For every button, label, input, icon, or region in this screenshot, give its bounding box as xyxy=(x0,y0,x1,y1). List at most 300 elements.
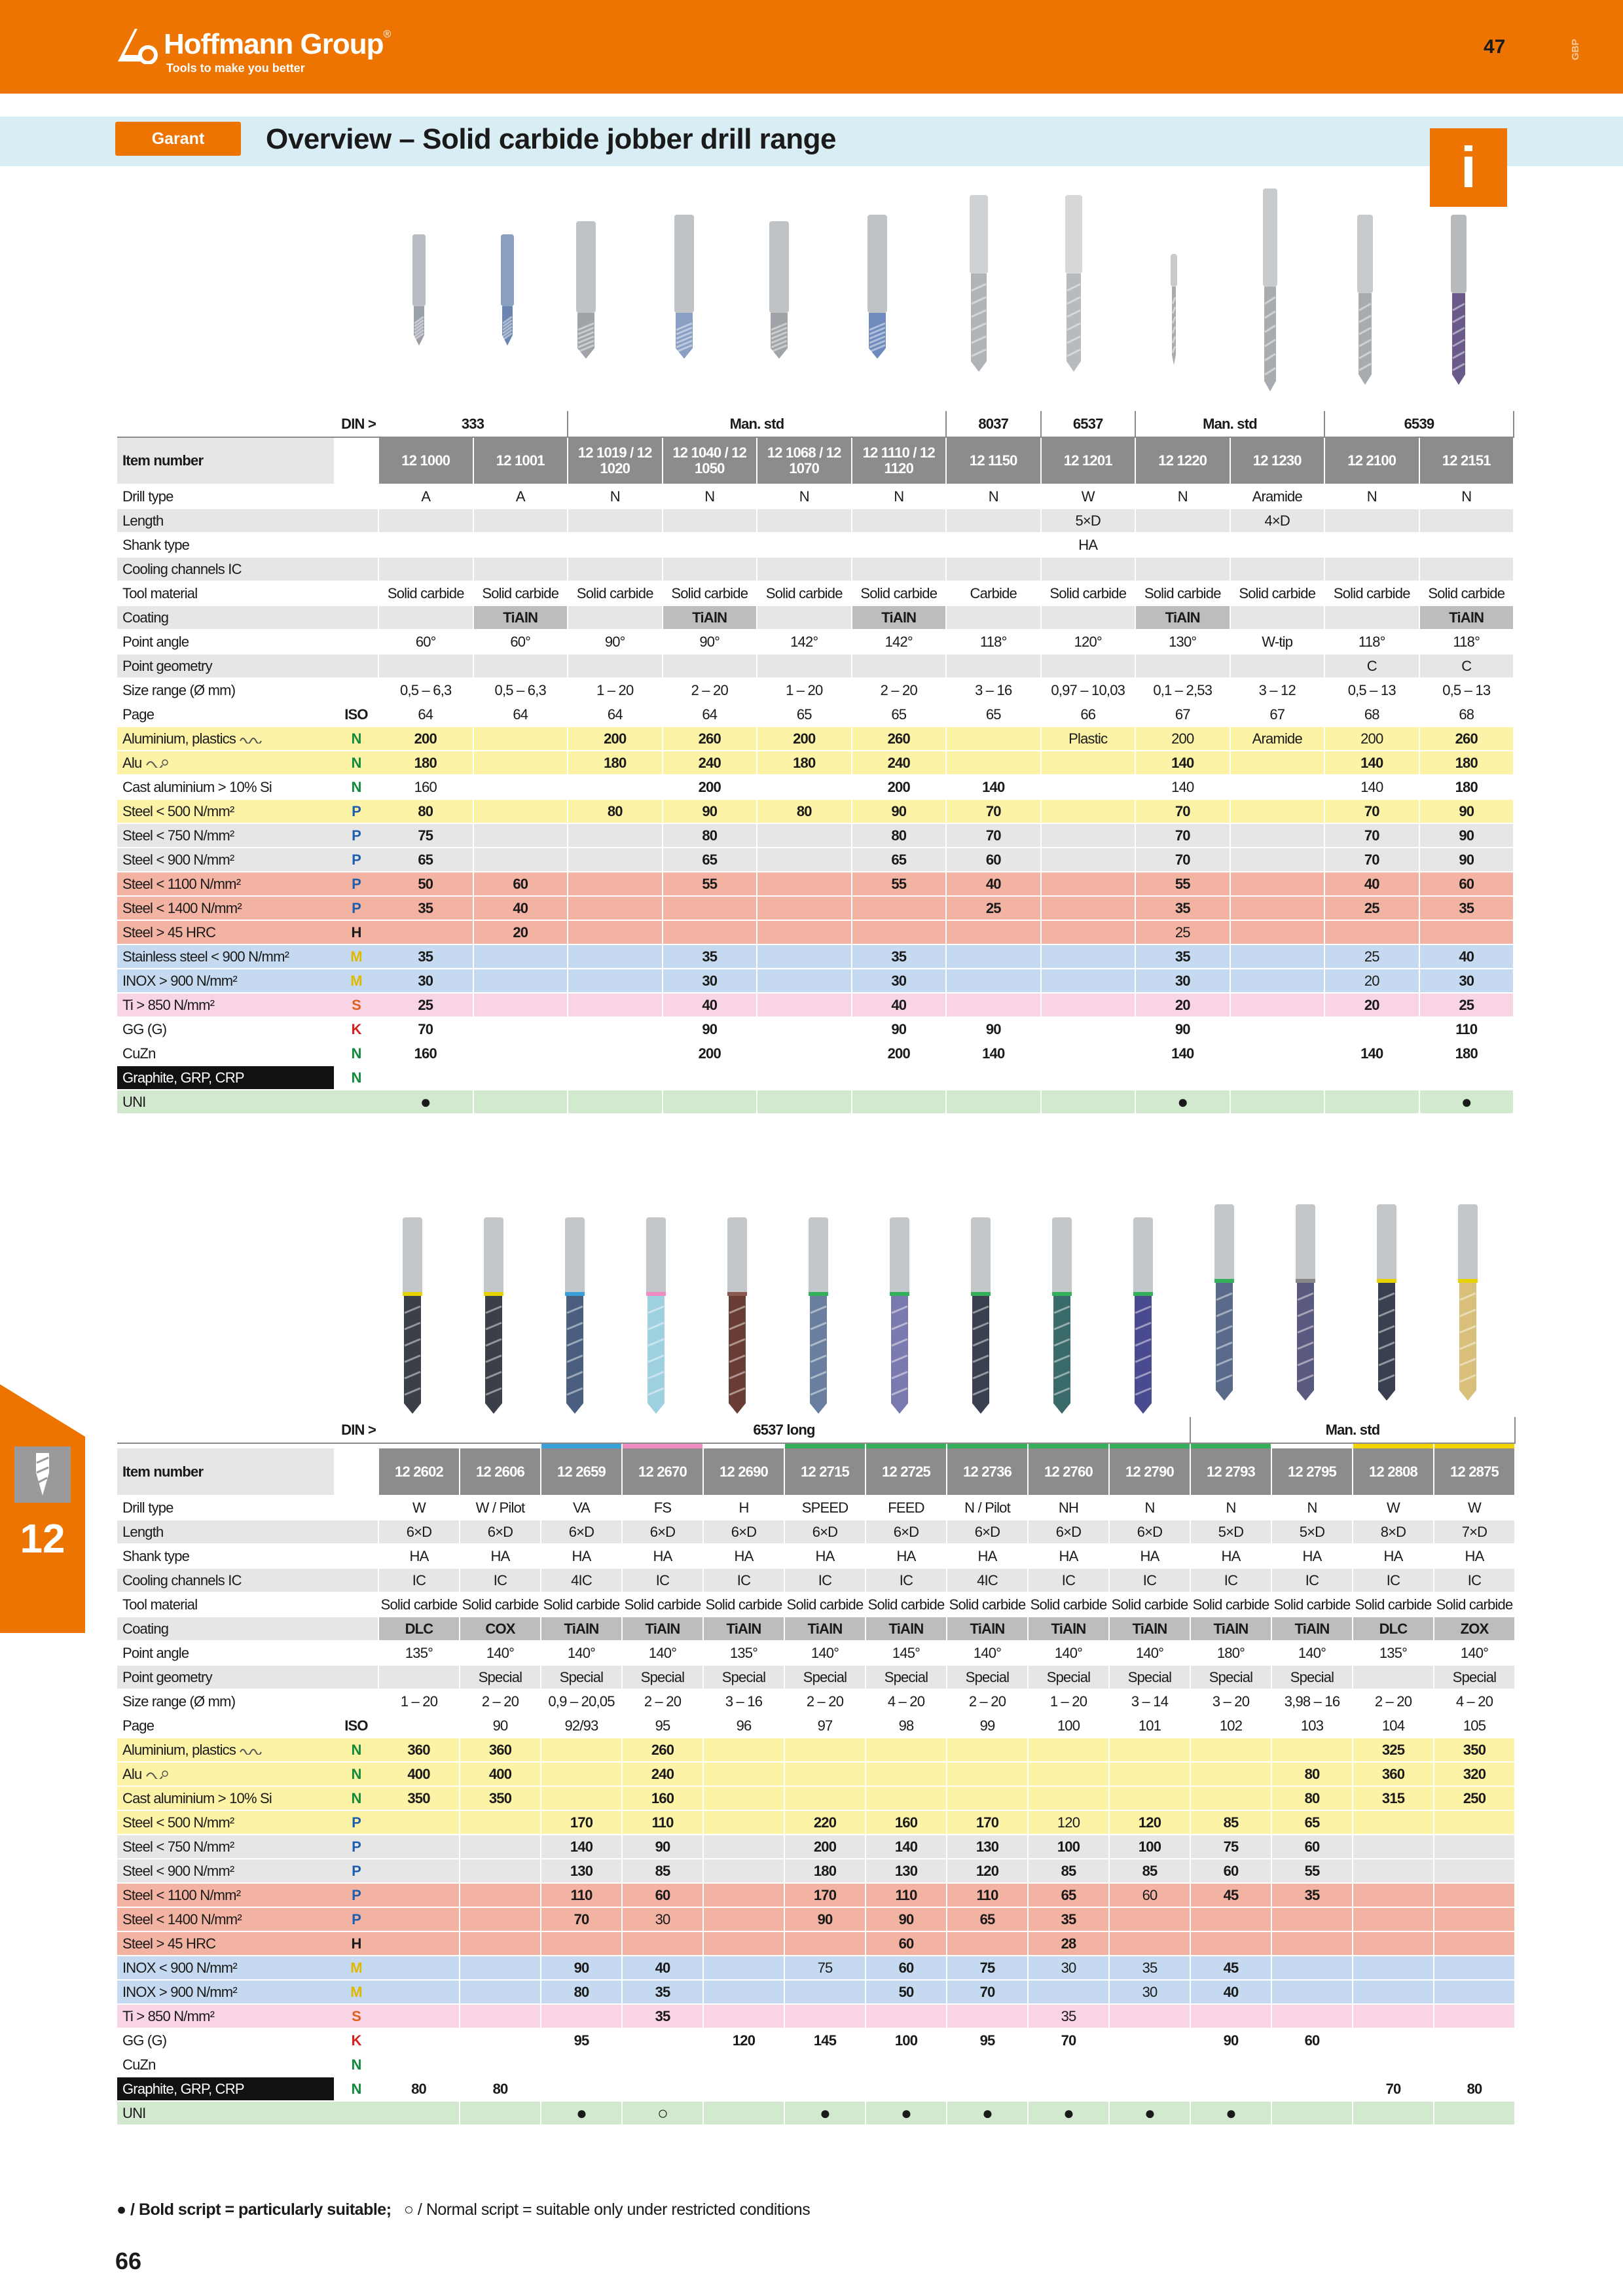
alu-icon xyxy=(145,757,169,768)
material-name: Steel < 900 N/mm² xyxy=(122,851,234,868)
property-value: N xyxy=(1324,484,1419,509)
page-link[interactable]: 105 xyxy=(1434,1713,1515,1738)
cutting-speed xyxy=(473,775,568,799)
item-number[interactable]: 12 2790 xyxy=(1109,1448,1190,1496)
item-number[interactable]: 12 1220 xyxy=(1135,437,1230,484)
property-row xyxy=(117,484,1514,509)
garant-logo xyxy=(115,122,241,156)
cutting-speed xyxy=(1109,1931,1190,1956)
cutting-speed xyxy=(757,896,852,920)
cutting-speed xyxy=(757,1017,852,1041)
property-value xyxy=(1419,557,1514,581)
cutting-speed xyxy=(1324,1066,1419,1090)
cutting-speed xyxy=(703,1738,784,1762)
cutting-speed xyxy=(460,1859,541,1883)
cutting-speed xyxy=(1434,1835,1515,1859)
drill-icon xyxy=(1458,1204,1478,1401)
cutting-speed xyxy=(378,1835,460,1859)
page-link[interactable]: 64 xyxy=(663,702,757,726)
cutting-speed: 180 xyxy=(757,751,852,775)
iso-code: P xyxy=(334,1907,378,1931)
property-value xyxy=(473,557,568,581)
property-value: Solid carbide xyxy=(1324,581,1419,605)
cutting-speed: 70 xyxy=(946,823,1041,848)
material-row xyxy=(117,896,1514,920)
iso-code: M xyxy=(334,969,378,993)
iso-code: P xyxy=(334,799,378,823)
page-link[interactable]: 68 xyxy=(1419,702,1514,726)
cutting-speed: 140 xyxy=(1324,1041,1419,1066)
item-number[interactable]: 12 2100 xyxy=(1324,437,1419,484)
property-value xyxy=(1135,533,1230,557)
cutting-speed: 90 xyxy=(946,1017,1041,1041)
cutting-speed: 200 xyxy=(852,775,947,799)
item-number[interactable]: 12 2795 xyxy=(1271,1448,1353,1496)
cutting-speed xyxy=(784,1931,866,1956)
cutting-speed xyxy=(541,1786,622,1810)
cutting-speed xyxy=(1028,1738,1109,1762)
cutting-speed xyxy=(1041,1041,1136,1066)
cutting-speed: 90 xyxy=(1419,799,1514,823)
property-value: N xyxy=(663,484,757,509)
drill-icon xyxy=(727,1217,747,1414)
cutting-speed: 60 xyxy=(1419,872,1514,896)
property-value: HA xyxy=(1271,1544,1353,1568)
property-row xyxy=(117,1496,1515,1520)
cutting-speed: 100 xyxy=(866,2028,947,2053)
cutting-speed: 90 xyxy=(622,1835,703,1859)
page-link[interactable]: 97 xyxy=(784,1713,866,1738)
item-number[interactable]: 12 1230 xyxy=(1230,437,1325,484)
material-row xyxy=(117,799,1514,823)
property-value: 2 – 20 xyxy=(784,1689,866,1713)
legend-normal-symbol: ○ xyxy=(403,2200,414,2219)
cutting-speed xyxy=(1230,896,1325,920)
cutting-speed xyxy=(784,1738,866,1762)
cutting-speed xyxy=(852,896,947,920)
cutting-speed: 90 xyxy=(1190,2028,1271,2053)
property-value: W xyxy=(378,1496,460,1520)
property-value: Solid carbide xyxy=(1271,1592,1353,1617)
cutting-speed: 140 xyxy=(946,775,1041,799)
drill-icon xyxy=(1377,1204,1396,1401)
property-value: 140° xyxy=(784,1641,866,1665)
property-value: 1 – 20 xyxy=(1028,1689,1109,1713)
page-link[interactable]: 65 xyxy=(852,702,947,726)
material-row xyxy=(117,1956,1515,1980)
property-label: Cooling channels IC xyxy=(117,557,334,581)
page-link[interactable]: 64 xyxy=(378,702,473,726)
property-value: 6×D xyxy=(1028,1520,1109,1544)
property-label: Point geometry xyxy=(117,654,334,678)
property-value: 0,5 – 13 xyxy=(1324,678,1419,702)
cutting-speed: 160 xyxy=(866,1810,947,1835)
drill-icon xyxy=(674,215,694,359)
din-group: Man. std xyxy=(1190,1417,1515,1443)
property-label: Length xyxy=(117,1520,334,1544)
cutting-speed xyxy=(1028,1786,1109,1810)
page-link[interactable]: 65 xyxy=(757,702,852,726)
plastic-icon xyxy=(239,1746,265,1755)
iso-code xyxy=(334,1090,378,1114)
cutting-speed: 145 xyxy=(784,2028,866,2053)
cutting-speed: 170 xyxy=(541,1810,622,1835)
item-number[interactable]: 12 1110 / 12 1120 xyxy=(852,437,947,484)
property-value: N xyxy=(757,484,852,509)
iso-code: N xyxy=(334,1738,378,1762)
cutting-speed: 140 xyxy=(1135,775,1230,799)
cutting-speed: 120 xyxy=(703,2028,784,2053)
color-stripe xyxy=(378,1443,460,1448)
property-value: FS xyxy=(622,1496,703,1520)
cutting-speed xyxy=(1041,993,1136,1017)
material-label xyxy=(117,799,334,823)
cutting-speed xyxy=(568,993,663,1017)
cutting-speed xyxy=(757,1041,852,1066)
property-value xyxy=(1353,1665,1434,1689)
cutting-speed xyxy=(1230,920,1325,944)
page-link[interactable]: 64 xyxy=(473,702,568,726)
property-value: A xyxy=(378,484,473,509)
cutting-speed xyxy=(703,2101,784,2125)
property-value: 140° xyxy=(1271,1641,1353,1665)
property-value: Solid carbide xyxy=(1041,581,1136,605)
cutting-speed: 70 xyxy=(1324,848,1419,872)
property-value: 4IC xyxy=(541,1568,622,1592)
item-number[interactable]: 12 2875 xyxy=(1434,1448,1515,1496)
property-value: Special xyxy=(1190,1665,1271,1689)
cutting-speed xyxy=(460,1907,541,1931)
property-value: 4×D xyxy=(1230,509,1325,533)
property-value xyxy=(568,605,663,630)
din-group: 6537 xyxy=(1041,411,1136,437)
item-number[interactable]: 12 2760 xyxy=(1028,1448,1109,1496)
iso-code: P xyxy=(334,848,378,872)
brand-tagline: Tools to make you better xyxy=(166,62,305,75)
material-row xyxy=(117,1931,1515,1956)
cutting-speed xyxy=(1028,2077,1109,2101)
cutting-speed: 350 xyxy=(460,1786,541,1810)
cutting-speed: 250 xyxy=(1434,1786,1515,1810)
property-value: IC xyxy=(866,1568,947,1592)
cutting-speed xyxy=(703,1810,784,1835)
page-link[interactable]: 99 xyxy=(947,1713,1028,1738)
property-row xyxy=(117,1689,1515,1713)
property-row xyxy=(117,1617,1515,1641)
page-link[interactable] xyxy=(378,1713,460,1738)
cutting-speed: 80 xyxy=(378,799,473,823)
cutting-speed: 35 xyxy=(1271,1883,1353,1907)
item-number[interactable]: 12 1000 xyxy=(378,437,473,484)
cutting-speed: ● xyxy=(1135,1090,1230,1114)
property-value: 2 – 20 xyxy=(460,1689,541,1713)
property-value xyxy=(1419,509,1514,533)
cutting-speed: 180 xyxy=(378,751,473,775)
color-stripe xyxy=(1434,1443,1515,1448)
cutting-speed xyxy=(460,2004,541,2028)
brand-name: Hoffmann Group xyxy=(164,28,384,60)
item-number-row xyxy=(117,1448,1515,1496)
cutting-speed xyxy=(1324,1090,1419,1114)
property-value xyxy=(757,533,852,557)
cutting-speed: 35 xyxy=(1135,944,1230,969)
header-bar xyxy=(0,0,1623,94)
property-value: W / Pilot xyxy=(460,1496,541,1520)
property-value: 1 – 20 xyxy=(568,678,663,702)
cutting-speed: 120 xyxy=(947,1859,1028,1883)
cutting-speed: 200 xyxy=(568,726,663,751)
cutting-speed: 70 xyxy=(1353,2077,1434,2101)
cutting-speed xyxy=(946,1066,1041,1090)
cutting-speed xyxy=(568,896,663,920)
page-link[interactable]: 90 xyxy=(460,1713,541,1738)
item-number[interactable]: 12 2602 xyxy=(378,1448,460,1496)
cutting-speed: 100 xyxy=(1028,1835,1109,1859)
material-label xyxy=(117,2028,334,2053)
drill-icon xyxy=(565,1217,585,1414)
cutting-speed xyxy=(1419,1066,1514,1090)
item-number[interactable]: 12 2659 xyxy=(541,1448,622,1496)
property-value: H xyxy=(703,1496,784,1520)
cutting-speed: 140 xyxy=(866,1835,947,1859)
property-value xyxy=(946,605,1041,630)
material-label xyxy=(117,1883,334,1907)
cutting-speed xyxy=(1434,1931,1515,1956)
cutting-speed xyxy=(1434,2028,1515,2053)
property-value: 135° xyxy=(703,1641,784,1665)
cutting-speed: 40 xyxy=(1419,944,1514,969)
material-label xyxy=(117,2004,334,2028)
page-link[interactable]: 104 xyxy=(1353,1713,1434,1738)
property-value: Special xyxy=(1434,1665,1515,1689)
page-link[interactable]: 92/93 xyxy=(541,1713,622,1738)
property-label: Shank type xyxy=(117,1544,334,1568)
cutting-speed: 30 xyxy=(1109,1980,1190,2004)
property-value xyxy=(378,654,473,678)
page-link[interactable]: 67 xyxy=(1135,702,1230,726)
cutting-speed: Aramide xyxy=(1230,726,1325,751)
item-number[interactable]: 12 2736 xyxy=(947,1448,1028,1496)
property-value: 6×D xyxy=(947,1520,1028,1544)
item-number[interactable]: 12 2808 xyxy=(1353,1448,1434,1496)
iso-code xyxy=(334,2101,378,2125)
property-value: 1 – 20 xyxy=(757,678,852,702)
cutting-speed: 120 xyxy=(1028,1810,1109,1835)
item-number[interactable]: 12 1150 xyxy=(946,437,1041,484)
page-link[interactable]: 102 xyxy=(1190,1713,1271,1738)
material-label xyxy=(117,1859,334,1883)
property-value: TiAlN xyxy=(703,1617,784,1641)
cutting-speed xyxy=(703,1835,784,1859)
drill-icon xyxy=(484,1217,503,1414)
property-value xyxy=(946,654,1041,678)
item-number[interactable]: 12 1019 / 12 1020 xyxy=(568,437,663,484)
cutting-speed: 60 xyxy=(866,1931,947,1956)
page-row xyxy=(117,1713,1515,1738)
legend-bold-text: / Bold script = particularly suitable; xyxy=(126,2200,392,2219)
cutting-speed xyxy=(866,2053,947,2077)
cutting-speed: ● xyxy=(1028,2101,1109,2125)
cutting-speed xyxy=(946,1090,1041,1114)
property-label: Coating xyxy=(117,605,334,630)
material-label xyxy=(117,872,334,896)
iso-code: P xyxy=(334,823,378,848)
cutting-speed xyxy=(1041,1090,1136,1114)
page-link[interactable]: 66 xyxy=(1041,702,1136,726)
cutting-speed: 20 xyxy=(1324,993,1419,1017)
color-stripe xyxy=(1028,1443,1109,1448)
cutting-speed xyxy=(568,944,663,969)
property-value: TiAlN xyxy=(1271,1617,1353,1641)
iso-code: P xyxy=(334,1859,378,1883)
cutting-speed xyxy=(1028,2053,1109,2077)
property-value: IC xyxy=(703,1568,784,1592)
cutting-speed: 70 xyxy=(1135,823,1230,848)
page-link[interactable]: 100 xyxy=(1028,1713,1109,1738)
material-row xyxy=(117,1859,1515,1883)
page-link[interactable]: 68 xyxy=(1324,702,1419,726)
cutting-speed: 65 xyxy=(1271,1810,1353,1835)
cutting-speed xyxy=(1353,1980,1434,2004)
cutting-speed: 140 xyxy=(1135,1041,1230,1066)
property-value: Solid carbide xyxy=(757,581,852,605)
legend-bold-symbol: ● xyxy=(117,2200,126,2219)
cutting-speed: 160 xyxy=(622,1786,703,1810)
cutting-speed: 45 xyxy=(1190,1956,1271,1980)
material-name: Steel < 500 N/mm² xyxy=(122,1814,234,1831)
property-value xyxy=(663,509,757,533)
property-value: N xyxy=(1190,1496,1271,1520)
property-value xyxy=(663,654,757,678)
cutting-speed xyxy=(784,2004,866,2028)
cutting-speed: 260 xyxy=(852,726,947,751)
property-value: HA xyxy=(1353,1544,1434,1568)
page-link[interactable]: 101 xyxy=(1109,1713,1190,1738)
property-value xyxy=(378,557,473,581)
hoffmann-logo[interactable] xyxy=(115,25,391,64)
item-number[interactable]: 12 2690 xyxy=(703,1448,784,1496)
page-link[interactable]: 65 xyxy=(946,702,1041,726)
property-value: 118° xyxy=(1419,630,1514,654)
property-value: W xyxy=(1434,1496,1515,1520)
property-row xyxy=(117,654,1514,678)
property-value: 130° xyxy=(1135,630,1230,654)
item-number[interactable]: 12 2793 xyxy=(1190,1448,1271,1496)
cutting-speed xyxy=(1230,775,1325,799)
cutting-speed xyxy=(568,823,663,848)
legend-normal-text: / Normal script = suitable only under restricted conditions xyxy=(413,2200,811,2219)
cutting-speed xyxy=(1353,1859,1434,1883)
property-row xyxy=(117,509,1514,533)
chapter-tab[interactable] xyxy=(0,1384,85,1633)
item-number-row xyxy=(117,437,1514,484)
cutting-speed xyxy=(568,920,663,944)
iso-code: N xyxy=(334,751,378,775)
cutting-speed: 140 xyxy=(1324,751,1419,775)
property-value: 0,5 – 6,3 xyxy=(378,678,473,702)
item-number[interactable]: 12 2715 xyxy=(784,1448,866,1496)
cutting-speed xyxy=(1041,775,1136,799)
iso-code: N xyxy=(334,1786,378,1810)
property-value xyxy=(757,654,852,678)
property-value: 2 – 20 xyxy=(622,1689,703,1713)
property-value: Solid carbide xyxy=(1353,1592,1434,1617)
cutting-speed xyxy=(473,1041,568,1066)
page-link[interactable]: 98 xyxy=(866,1713,947,1738)
cutting-speed: 200 xyxy=(663,1041,757,1066)
property-value: Solid carbide xyxy=(1190,1592,1271,1617)
cutting-speed: 80 xyxy=(541,1980,622,2004)
cutting-speed xyxy=(1230,1090,1325,1114)
cutting-speed: 200 xyxy=(378,726,473,751)
property-label: Coating xyxy=(117,1617,334,1641)
cutting-speed: ● xyxy=(866,2101,947,2125)
page-link[interactable]: 103 xyxy=(1271,1713,1353,1738)
cutting-speed xyxy=(703,2004,784,2028)
material-name: Steel < 750 N/mm² xyxy=(122,1838,234,1855)
property-value: W xyxy=(1041,484,1136,509)
item-number[interactable]: 12 1040 / 12 1050 xyxy=(663,437,757,484)
property-label: Size range (Ø mm) xyxy=(117,678,334,702)
property-value: 6×D xyxy=(1109,1520,1190,1544)
info-icon[interactable]: i xyxy=(1430,128,1507,207)
drill-icon xyxy=(646,1217,666,1414)
page-link[interactable]: 67 xyxy=(1230,702,1325,726)
page-link[interactable]: 95 xyxy=(622,1713,703,1738)
cutting-speed xyxy=(541,1931,622,1956)
property-value: 90° xyxy=(663,630,757,654)
property-value xyxy=(1324,605,1419,630)
property-value xyxy=(1230,654,1325,678)
cutting-speed: 75 xyxy=(378,823,473,848)
cutting-speed: 35 xyxy=(852,944,947,969)
property-value xyxy=(1135,557,1230,581)
property-row xyxy=(117,1592,1515,1617)
cutting-speed xyxy=(757,944,852,969)
cutting-speed xyxy=(703,1956,784,1980)
property-value: 90° xyxy=(568,630,663,654)
cutting-speed: 35 xyxy=(1135,896,1230,920)
din-row xyxy=(117,1417,1515,1443)
din-label: DIN > xyxy=(117,1417,378,1443)
cutting-speed: 360 xyxy=(460,1738,541,1762)
item-number[interactable]: 12 2670 xyxy=(622,1448,703,1496)
item-number[interactable]: 12 2606 xyxy=(460,1448,541,1496)
cutting-speed: 85 xyxy=(1028,1859,1109,1883)
cutting-speed xyxy=(1434,1810,1515,1835)
cutting-speed: 90 xyxy=(1419,848,1514,872)
item-number[interactable]: 12 2725 xyxy=(866,1448,947,1496)
cutting-speed xyxy=(663,1090,757,1114)
color-stripe xyxy=(541,1443,622,1448)
cutting-speed: 35 xyxy=(1419,896,1514,920)
item-number[interactable]: 12 1068 / 12 1070 xyxy=(757,437,852,484)
material-row xyxy=(117,823,1514,848)
item-number[interactable]: 12 2151 xyxy=(1419,437,1514,484)
item-number[interactable]: 12 1201 xyxy=(1041,437,1136,484)
item-number[interactable]: 12 1001 xyxy=(473,437,568,484)
page-link[interactable]: 64 xyxy=(568,702,663,726)
color-stripe xyxy=(1353,1443,1434,1448)
page-link[interactable]: 96 xyxy=(703,1713,784,1738)
cutting-speed xyxy=(622,2077,703,2101)
cutting-speed xyxy=(663,1066,757,1090)
cutting-speed: 80 xyxy=(378,2077,460,2101)
material-label xyxy=(117,1810,334,1835)
property-value: IC xyxy=(460,1568,541,1592)
cutting-speed: 80 xyxy=(852,823,947,848)
property-value: TiAlN xyxy=(784,1617,866,1641)
